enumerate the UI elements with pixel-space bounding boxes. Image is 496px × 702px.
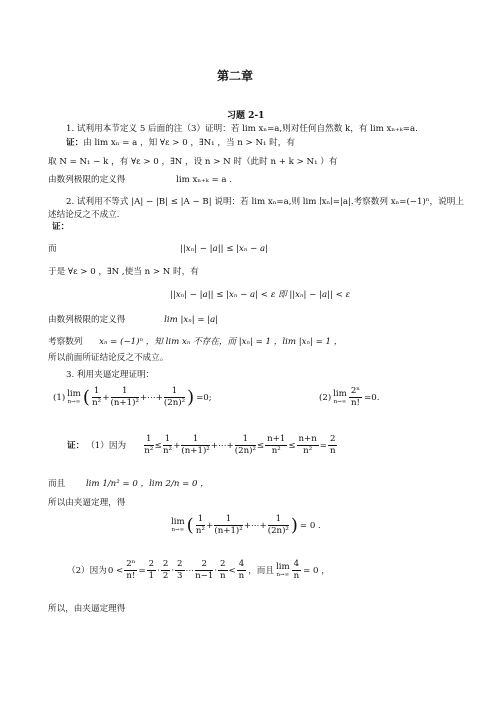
lim-operator: lim n→∞ [275, 562, 290, 578]
problem-2-definition [48, 314, 218, 326]
lim-operator: lim n→∞ [67, 389, 81, 405]
consider-text: 考察数列 [48, 337, 83, 347]
proof-2-intro: （2）因为 [67, 565, 107, 576]
problem-2-inequality-2: ||xₙ| − |a|| ≤ |xₙ − a| < ε 即 ||xₙ| − |a|| < ε [170, 290, 351, 300]
squeeze-result: = 0 . [299, 520, 321, 531]
problem-2-and: 而 [48, 244, 57, 254]
problem-2-statement-1: 2. 试利用不等式 |A| − |B| ≤ |A − B| 说明：若 lim xₙ=a,则 lim ∣xₙ∣=|a|.考察数列 xₙ=(−1)ⁿ，说明上 [66, 197, 464, 207]
problem-3-proof-2: （2）因为 0 < $\frac{\text{2ⁿ}}{n!}$ = $\frac{2}{1}$ · $\frac{2}{2}$ · $\frac{2}{3}$ ⋯ $\frac{2}{n-1}$ · $\frac{2}{n}$ < $\frac{4}{n}$ ，而且 lim n→∞ $\frac{4}{n}$ = 0 ， [67, 559, 330, 581]
problem-1-line-2: 取 N = N₁ − k ，有 ∀ε > 0 ，∃N ，设 n > N 时（此时 n + k > N₁ ）有 [48, 157, 338, 167]
problem-2-conclusion: 所以前面所证结论反之不成立。 [48, 353, 169, 363]
problem-2-thus: 于是 ∀ε > 0 ，∃N ,使当 n > N 时，有 [48, 267, 199, 277]
problem-3-final-text: 所以，由夹逼定理得 [48, 604, 126, 614]
problem-2-proof-label: 证： [52, 222, 70, 232]
problem-1-line-1: 由 lim xₙ = a ，知 ∀ε > 0 ，∃N₁ ，当 n > N₁ 时，有 [83, 138, 295, 148]
item-1-result: =0; [196, 392, 212, 403]
proof-2-limit: = 0 ， [303, 565, 330, 576]
problem-1-line-3 [48, 174, 232, 186]
consider-formula: xₙ = (−1)ⁿ ，知 lim xₙ 不存在，而 |xₙ| = 1 ，lim |xₙ| = 1 ， [99, 337, 343, 347]
problem-1-limit-formula: lim xₙ₊ₖ = a . [176, 175, 232, 185]
proof-2-tail: ，而且 [248, 565, 274, 576]
item-1-label: (1) [53, 392, 66, 403]
problem-3-proof-1: 证： （1）因为 $\frac{1}{\text{n²}}$ ≤ $\frac{1}{\text{n²}}$ + $\frac{1}{\text{(n+1)²}}$ +⋯+ $\frac{1}{\text{(2n)²}}$ ≤ $\frac{n+1}{\text{n²}}$ ≤ $\frac{n+n}{\text{n²}}$ = $\frac{2}{n}$ [67, 434, 336, 456]
problem-3-item-1: (1) lim n→∞ ( $\frac{1}{\text{n²}}$ + $\frac{1}{\text{(n+1)²}}$ +⋯+ $\frac{1}{\text{(2n)²}}$ ) =0; [53, 386, 212, 408]
problem-3-squeeze-formula: lim n→∞ ( $\frac{1}{\text{n²}}$ + $\frac{1}{\text{(n+1)²}}$ +⋯+ $\frac{1}{\text{(2n)²}}$ ) = 0 . [171, 514, 321, 536]
problem-2-consider [48, 336, 342, 348]
problem-3-statement: 3. 利用夹逼定理证明： [66, 370, 155, 380]
problem-2-statement-2: 述结论反之不成立. [48, 210, 120, 220]
problem-1-statement: 1. 试利用本节定义 5 后面的注（3）证明：若 lim xₙ=a,则对任何自然数 k，有 lim xₙ₊ₖ=a. [66, 124, 418, 134]
and-formula: lim 1/n² = 0 ，lim 2/n = 0 ， [85, 479, 209, 489]
definition-text: 由数列极限的定义得 [48, 315, 126, 325]
lim-operator: lim n→∞ [171, 517, 185, 533]
and-text: 而且 [48, 479, 66, 489]
chapter-title: 第二章 [217, 69, 254, 83]
problem-3-squeeze-text: 所以由夹逼定理，得 [48, 498, 126, 508]
problem-3-item-2: (2) lim n→∞ $\frac{\text{2ⁿ}}{n!}$ =0. [319, 386, 380, 408]
definition-text: 由数列极限的定义得 [48, 175, 126, 185]
proof-label: 证： [67, 440, 85, 451]
proof-1-intro: （1）因为 [86, 440, 127, 451]
item-2-label: (2) [319, 392, 332, 403]
limit-abs-formula: lim |xₙ| = |a| [164, 315, 219, 325]
item-2-result: =0. [364, 392, 380, 403]
problem-1-proof [66, 137, 295, 149]
proof-label: 证： [66, 138, 84, 148]
section-title: 习题 2-1 [227, 111, 265, 121]
problem-3-and [48, 478, 209, 490]
problem-2-inequality-1: ||xₙ| − |a|| ≤ |xₙ − a| [180, 244, 269, 254]
lim-operator: lim n→∞ [333, 389, 347, 405]
